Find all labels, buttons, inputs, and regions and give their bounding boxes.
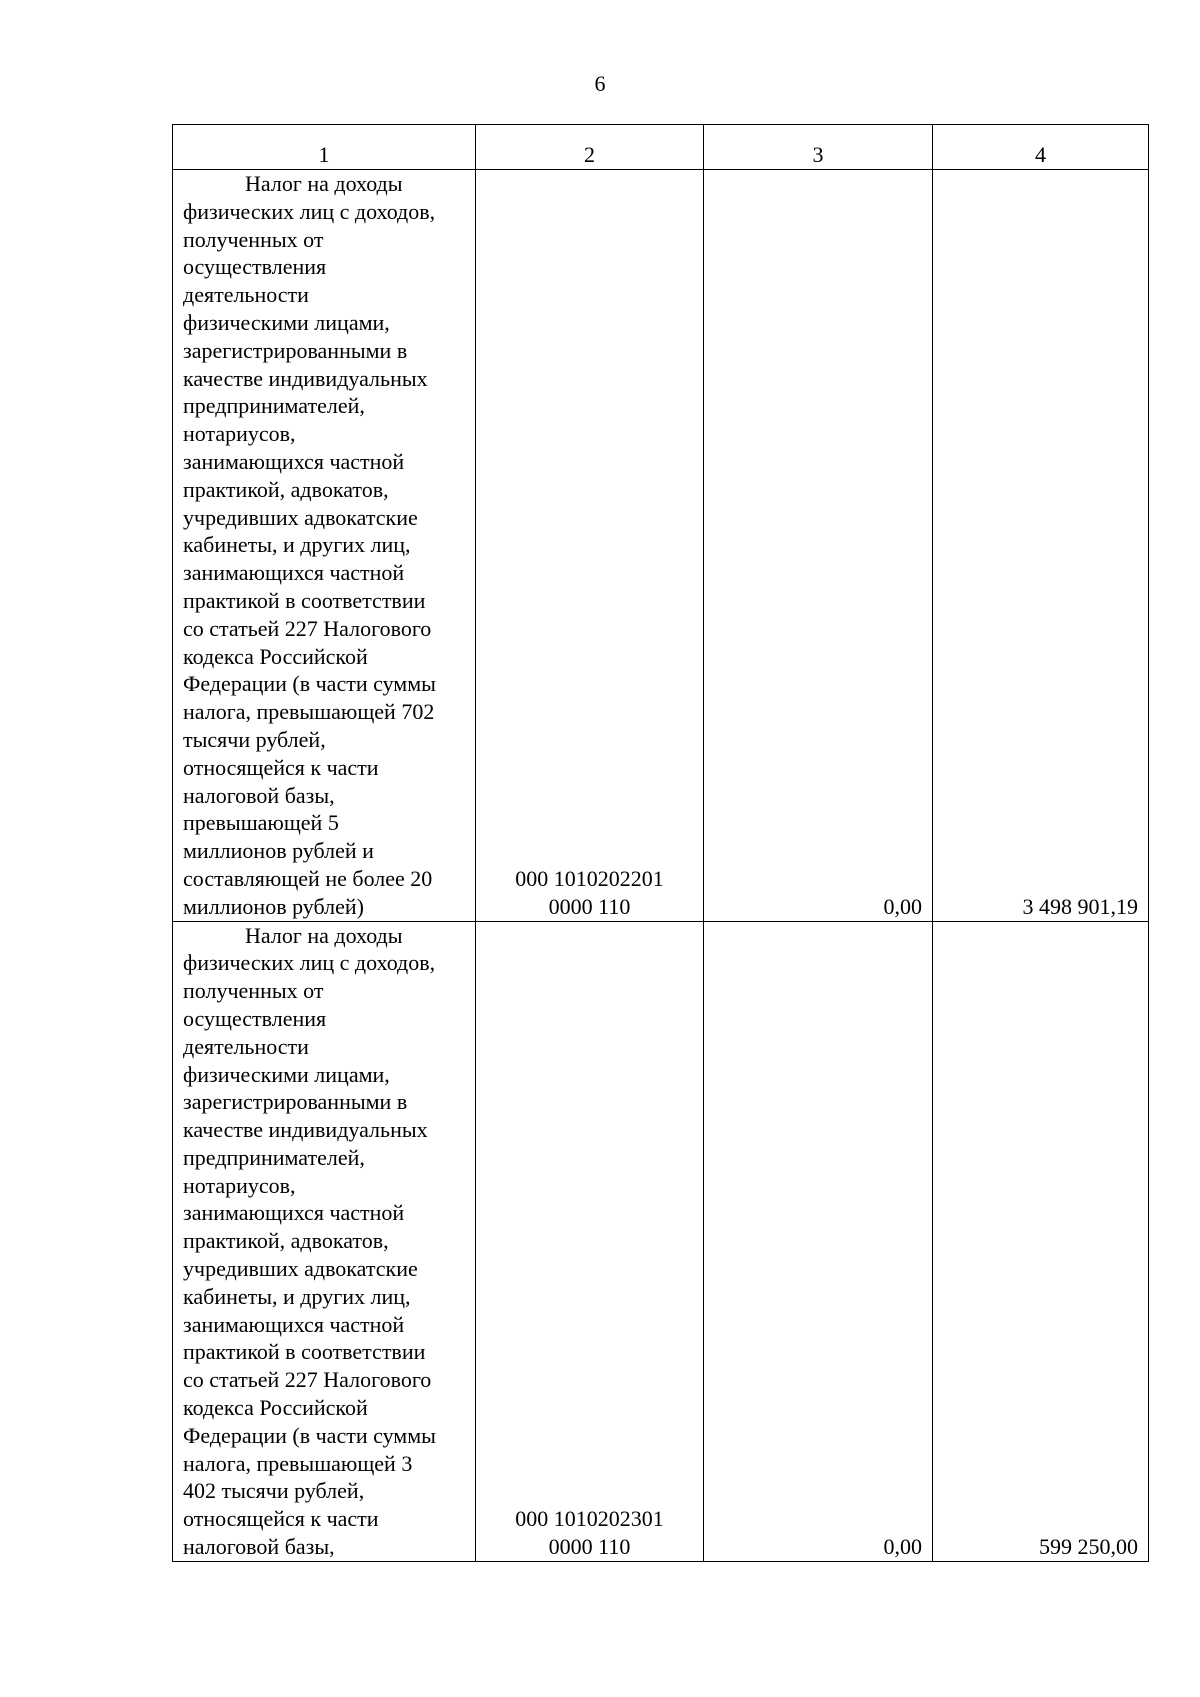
budget-code-cell: 000 1010202201 0000 110 [476, 170, 704, 922]
header-cell-4: 4 [933, 125, 1149, 170]
table-header-row [173, 125, 1149, 170]
budget-code-cell: 000 1010202301 0000 110 [476, 921, 704, 1561]
page-number: 6 [594, 71, 606, 96]
income-name-cell [173, 170, 476, 922]
column-4-value: 3 498 901,19 [933, 170, 1149, 922]
header-cell-2: 2 [476, 125, 704, 170]
table-row [173, 921, 1149, 1561]
column-3-value: 0,00 [704, 170, 933, 922]
income-name-text: Налог на доходы физических лиц с доходов, полученных от осуществления деятельности физическими лицами, зарегистрированными в качестве индивидуальных предпринимателей, нотариусов, занимающихся частной практикой, адвокатов, учредивших адвокатские кабинеты, и других лиц, занимающихся частной практикой в соответствии со статьей 227 Налогового кодекса Российской Федерации (в части суммы налога, превышающей 702 тысячи рублей, относящейся к части налоговой базы, превышающей 5 миллионов рублей и составляющей не более 20 миллионов рублей) [183, 171, 436, 919]
budget-table [172, 124, 1149, 1562]
table-row [173, 170, 1149, 922]
income-name-cell [173, 921, 476, 1561]
header-cell-3: 3 [704, 125, 933, 170]
header-cell-1: 1 [173, 125, 476, 170]
income-name-text: Налог на доходы физических лиц с доходов, полученных от осуществления деятельности физическими лицами, зарегистрированными в качестве индивидуальных предпринимателей, нотариусов, занимающихся частной практикой, адвокатов, учредивших адвокатские кабинеты, и других лиц, занимающихся частной практикой в соответствии со статьей 227 Налогового кодекса Российской Федерации (в части суммы налога, превышающей 3 402 тысячи рублей, относящейся к части налоговой базы, [183, 922, 436, 1560]
column-4-value: 599 250,00 [933, 921, 1149, 1561]
column-3-value: 0,00 [704, 921, 933, 1561]
